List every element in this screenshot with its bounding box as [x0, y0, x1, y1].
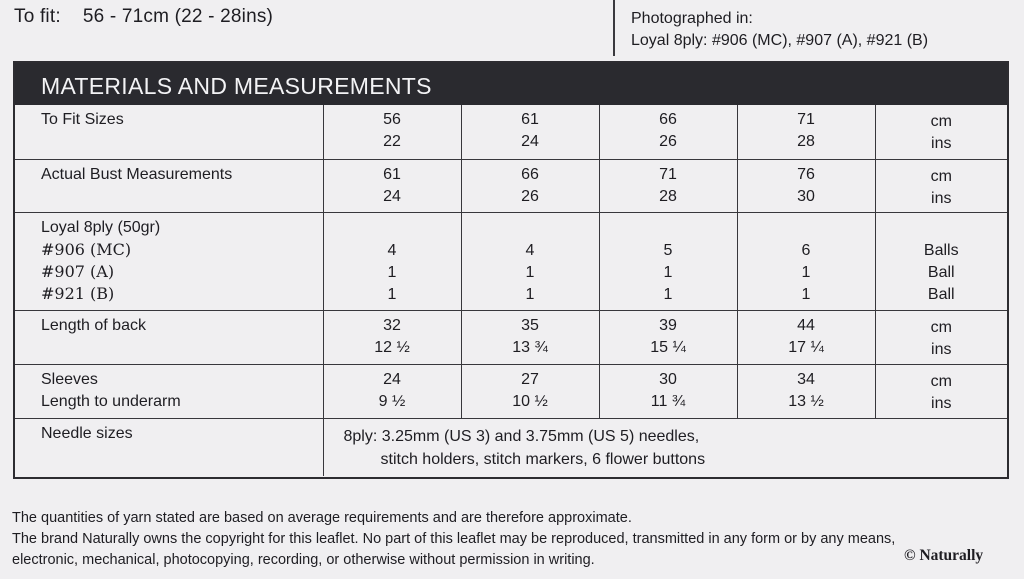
unit-cell: Balls Ball Ball: [875, 212, 1007, 310]
yarn-cell: 6 1 1: [737, 212, 875, 310]
unit-cell: cm ins: [875, 310, 1007, 364]
footer-line: The quantities of yarn stated are based on average requirements and are therefore approximate.: [12, 510, 632, 526]
row-label: Actual Bust Measurements: [15, 159, 323, 212]
materials-table: [13, 61, 1009, 479]
footer-notes: [12, 508, 895, 571]
photographed-in-yarns: Loyal 8ply: #906 (MC), #907 (A), #921 (B): [631, 32, 929, 49]
measurements-grid: [15, 105, 1007, 476]
to-fit-line: [14, 6, 273, 28]
unit-cell: cm ins: [875, 105, 1007, 159]
table-row: [15, 310, 1007, 364]
size-cell: 56 22: [323, 105, 461, 159]
row-label: Needle sizes: [15, 418, 323, 476]
bust-cell: 76 30: [737, 159, 875, 212]
sleeve-cell: 24 9 ½: [323, 364, 461, 418]
size-cell: 66 26: [599, 105, 737, 159]
table-row: [15, 418, 1007, 476]
unit-cell: cm ins: [875, 159, 1007, 212]
yarn-cell: 4 1 1: [323, 212, 461, 310]
needle-sizes-text: 8ply: 3.25mm (US 3) and 3.75mm (US 5) needles, stitch holders, stitch markers, 6 flower buttons: [323, 418, 1007, 476]
length-cell: 35 13 ¾: [461, 310, 599, 364]
vertical-divider: [613, 0, 615, 56]
length-cell: 32 12 ½: [323, 310, 461, 364]
bust-cell: 61 24: [323, 159, 461, 212]
photographed-in-block: [631, 8, 928, 52]
footer-line: The brand Naturally owns the copyright for this leaflet. No part of this leaflet may be reproduced, transmitted in any form or by any means,: [12, 531, 896, 547]
sleeve-cell: 34 13 ½: [737, 364, 875, 418]
sleeve-labels: Sleeves Length to underarm: [15, 364, 323, 418]
row-label: Length of back: [15, 310, 323, 364]
row-label: To Fit Sizes: [15, 105, 323, 159]
footer-line: electronic, mechanical, photocopying, recording, or otherwise without permission in writing.: [12, 552, 595, 568]
unit-cell: cm ins: [875, 364, 1007, 418]
yarn-labels: Loyal 8ply (50gr) #906 (MC) #907 (A) #921 (B): [15, 212, 323, 310]
table-row: [15, 105, 1007, 159]
table-row: [15, 364, 1007, 418]
bust-cell: 71 28: [599, 159, 737, 212]
to-fit-value: 56 - 71cm (22 - 28ins): [82, 6, 274, 27]
table-header: MATERIALS AND MEASUREMENTS: [15, 63, 1007, 105]
length-cell: 39 15 ¼: [599, 310, 737, 364]
sleeve-cell: 30 11 ¾: [599, 364, 737, 418]
to-fit-label: To fit:: [14, 6, 61, 27]
sleeve-cell: 27 10 ½: [461, 364, 599, 418]
size-cell: 61 24: [461, 105, 599, 159]
photographed-in-label: Photographed in:: [631, 10, 753, 27]
length-cell: 44 17 ¼: [737, 310, 875, 364]
table-row: [15, 212, 1007, 310]
copyright-mark: © Naturally: [904, 547, 984, 564]
yarn-cell: 4 1 1: [461, 212, 599, 310]
yarn-cell: 5 1 1: [599, 212, 737, 310]
bust-cell: 66 26: [461, 159, 599, 212]
table-row: [15, 159, 1007, 212]
size-cell: 71 28: [737, 105, 875, 159]
